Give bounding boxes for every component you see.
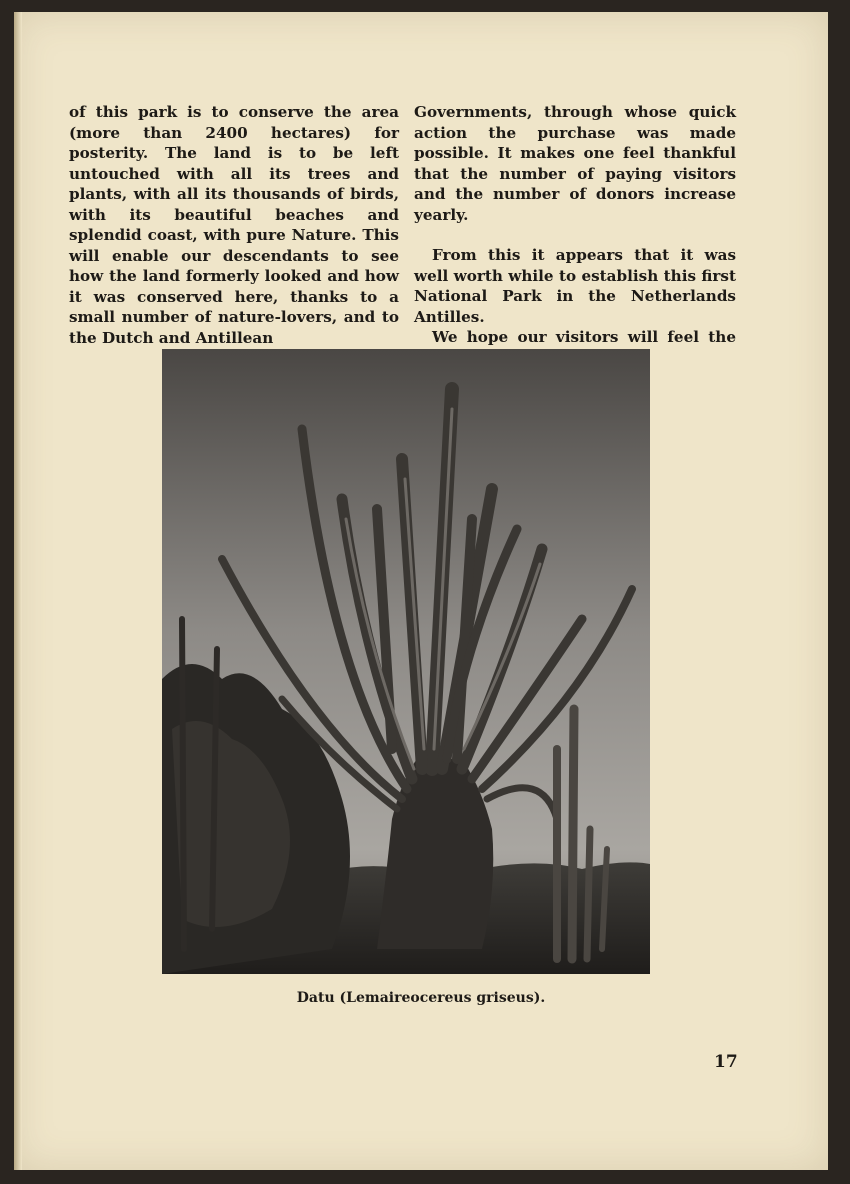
right-paragraph-3: We hope our visitors will feel the [432, 328, 736, 346]
right-column [414, 102, 736, 388]
page [14, 12, 828, 1170]
cactus-photograph [162, 349, 650, 974]
page-number: 17 [714, 1052, 738, 1072]
left-column [69, 102, 399, 368]
right-paragraph-1: Governments, through whose quick action the purchase was made possible. It makes one feel thankful that the number of paying visitors and the number of donors increase yearly. [414, 103, 736, 224]
figure-caption: Datu (Lemaireocereus griseus). [296, 990, 546, 1006]
right-paragraph-2: From this it appears that it was well worth while to establish this first National Park in the Netherlands Antilles. [414, 246, 736, 326]
left-paragraph: of this park is to conserve the area (more than 2400 hectares) for posterity. The land is to be left untouched with all its trees and plants, with all its thousands of birds, with its beautiful beaches and splendid coast, with pure Nature. This will enable our descendants to see how the land formerly looked and how it was conserved here, thanks to a small number of nature-lovers, and to the Dutch and Antillean [69, 103, 399, 347]
